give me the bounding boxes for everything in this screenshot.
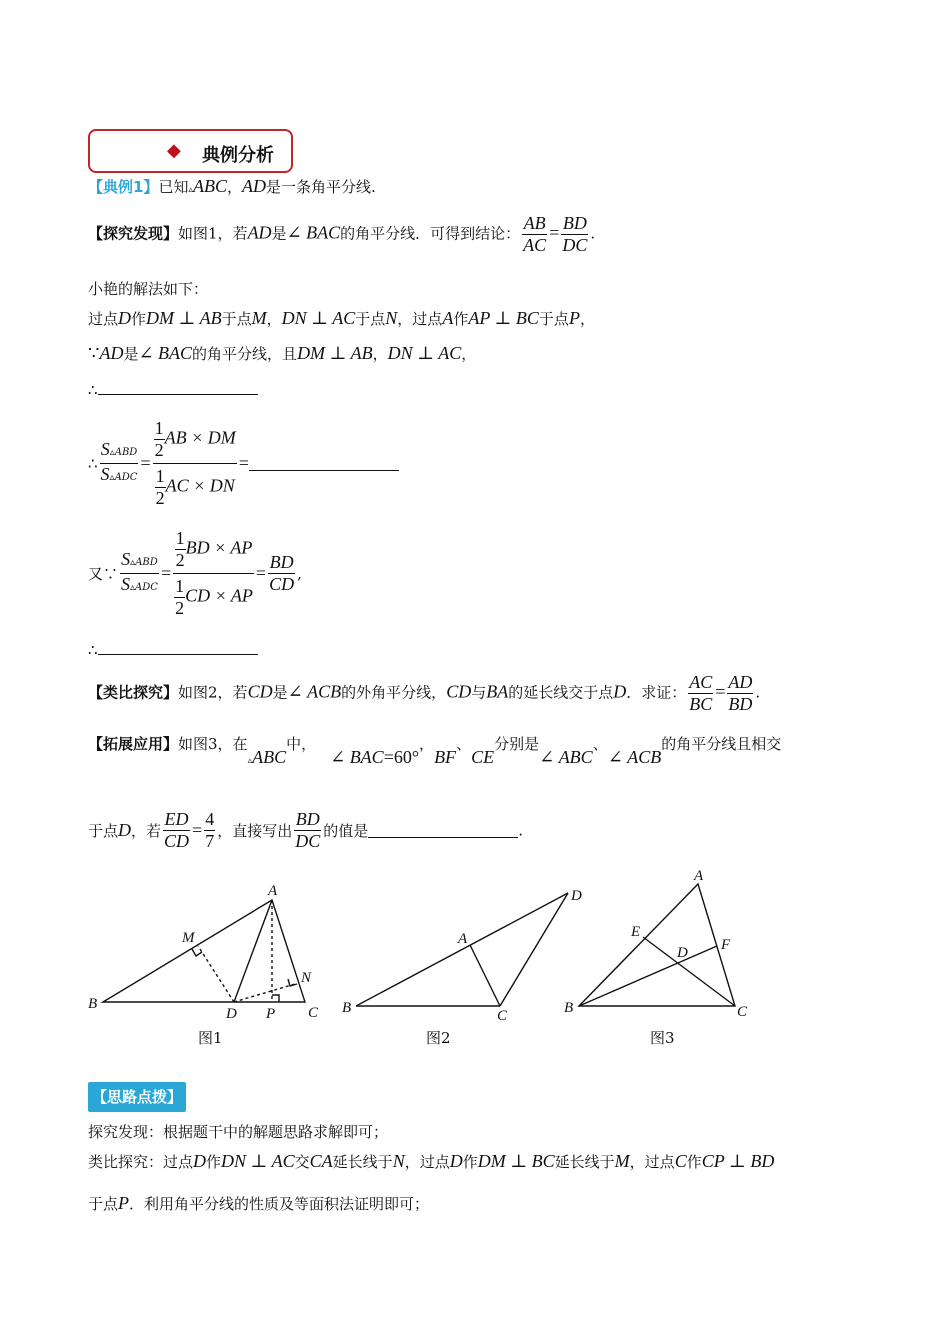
- math: ∠ BAC: [286, 222, 341, 243]
- fig1-label-P: P: [266, 1006, 276, 1022]
- hint-line-1: 探究发现：根据题干中的解题思路求解即可；: [88, 1123, 389, 1141]
- explore-line: [88, 213, 595, 256]
- hint-badge: 【思路点拨】: [88, 1082, 186, 1112]
- fig1-label-D: D: [226, 1006, 237, 1022]
- fig1-right-angle-P: [272, 995, 279, 1002]
- fig1-DM: [198, 946, 234, 1002]
- solution-line-2: ∵AD是∠ BAC的角平分线，且DM ⊥ AB，DN ⊥ AC，: [88, 343, 477, 364]
- section-header-box: [88, 129, 293, 173]
- hint-line-3: 于点P．利用角平分线的性质及等面积法证明即可；: [88, 1193, 430, 1213]
- fraction: $\frac{BD}{CD}$: [269, 552, 295, 594]
- fraction: $\frac{AB}{AC}$: [523, 213, 547, 255]
- fig1-DN: [234, 984, 295, 1002]
- figure-3: [579, 884, 735, 1006]
- fig2-label-D: D: [571, 888, 582, 904]
- analogy-line: 【类比探究】如图2，若CD是∠ ACB的外角平分线，CD与BA的延长线交于点D．求证： $\frac{AC}{BC}$ = $\frac{AD}{BD}$ .: [88, 672, 761, 714]
- fig2-line-AC: [470, 945, 500, 1006]
- explore-tag: 【探究发现】: [88, 224, 179, 243]
- example-tag: 【典例1】: [88, 178, 159, 196]
- fig2-line-CD: [500, 893, 568, 1006]
- text: ，: [226, 178, 242, 196]
- equals: =: [549, 222, 560, 243]
- area-ratio-fraction: $\frac{\text{S▵ABD}}{\text{S▵ADC}}$: [100, 439, 138, 484]
- answer-blank[interactable]: [98, 380, 258, 395]
- fig2-label-A: A: [458, 931, 468, 947]
- fraction: $\frac{AC}{BC}$: [689, 672, 713, 714]
- figure-1: [103, 900, 305, 1002]
- fig3-label-F: F: [721, 937, 731, 953]
- fig1-label-M: M: [182, 930, 195, 946]
- fig3-bisector-BF: [579, 946, 717, 1006]
- fig2-label-B: B: [342, 1000, 352, 1016]
- therefore-line-2: ∴: [88, 640, 258, 659]
- text: 如图1，若: [178, 224, 248, 243]
- fraction: $\frac{AD}{BD}$: [728, 672, 753, 714]
- half-product-fraction: $\frac{1}{2}$ BD × AP $\frac{1}{2}$ CD × AP: [175, 528, 253, 618]
- answer-blank[interactable]: [98, 640, 258, 655]
- text: 的角平分线．可得到结论：: [340, 224, 521, 243]
- fig3-label-B: B: [564, 1000, 574, 1016]
- text: 是一条角平分线.: [266, 178, 376, 196]
- figures: [0, 860, 950, 1060]
- area-ratio-line-1: ∴ $\frac{\text{S▵ABD}}{\text{S▵ADC}}$ = $\frac{1}{2}$ AB × DM $\frac{1}{2}$ AC × DN =: [88, 418, 399, 509]
- fig1-label-C: C: [308, 1005, 319, 1021]
- fig1-label-N: N: [301, 970, 312, 986]
- text: 已知: [158, 178, 189, 196]
- hint-line-2: 类比探究：过点D作DN ⊥ AC交CA延长线于N，过点D作DM ⊥ BC延长线于M，过点C作CP ⊥ BD: [88, 1151, 775, 1171]
- fig3-label-D: D: [677, 945, 688, 961]
- fraction: $\frac{BD}{DC}$: [295, 809, 321, 851]
- solution-intro: 小艳的解法如下：: [88, 280, 209, 298]
- fig3-caption: 图3: [650, 1029, 675, 1047]
- math: ABC: [192, 176, 227, 196]
- extend-tag: 【拓展应用】: [88, 735, 179, 753]
- fig1-right-angle-N: [288, 979, 297, 986]
- fig2-caption: 图2: [426, 1029, 451, 1047]
- analogy-tag: 【类比探究】: [88, 683, 179, 702]
- math: AD: [247, 222, 272, 243]
- fig1-bisector-AD: [234, 900, 272, 1002]
- section-title: 典例分析: [202, 145, 274, 166]
- fraction: $\frac{BD}{DC}$: [562, 213, 588, 255]
- answer-blank[interactable]: [368, 823, 518, 838]
- fig3-label-C: C: [737, 1004, 748, 1020]
- therefore-line-1: ∴: [88, 380, 258, 399]
- text: 是: [271, 224, 287, 243]
- example-line: [88, 176, 376, 197]
- fig2-line-BD: [356, 893, 568, 1006]
- fig1-caption: 图1: [198, 1029, 223, 1047]
- area-ratio-fraction: $\frac{\text{S▵ABD}}{\text{S▵ADC}}$: [121, 549, 158, 594]
- fraction: $\frac{4}{7}$: [205, 809, 215, 851]
- extend-line-1: 【拓展应用】如图3，在▵ABC中，∠ BAC=60°，BF、CE分别是∠ ABC、∠ ACB的角平分线且相交: [88, 735, 782, 767]
- figure-2: [356, 893, 568, 1006]
- fig3-label-E: E: [631, 924, 641, 940]
- fig2-label-C: C: [497, 1008, 508, 1024]
- answer-blank[interactable]: [249, 456, 399, 471]
- text: .: [590, 224, 596, 243]
- extend-line-2: 于点D，若 $\frac{ED}{CD}$ = $\frac{4}{7}$ ，直接写出 $\frac{BD}{DC}$ 的值是 .: [88, 809, 524, 851]
- fig1-label-A: A: [268, 883, 278, 899]
- fig3-label-A: A: [694, 868, 704, 884]
- fig1-triangle: [103, 900, 305, 1002]
- half-product-fraction: $\frac{1}{2}$ AB × DM $\frac{1}{2}$ AC × DN: [154, 418, 236, 508]
- diamond-icon: ◆: [167, 140, 181, 161]
- fig1-label-B: B: [88, 996, 98, 1012]
- solution-line-1: 过点D作DM ⊥ AB于点M，DN ⊥ AC于点N，过点A作AP ⊥ BC于点P，: [88, 308, 595, 328]
- triangle-symbol: ▵: [188, 185, 193, 195]
- math: AD: [242, 176, 266, 196]
- fraction: $\frac{ED}{CD}$: [164, 809, 190, 851]
- area-ratio-line-2: 又∵ $\frac{\text{S▵ABD}}{\text{S▵ADC}}$ = $\frac{1}{2}$ BD × AP $\frac{1}{2}$ CD × AP = $\frac{BD}{CD}$ ,: [88, 528, 302, 618]
